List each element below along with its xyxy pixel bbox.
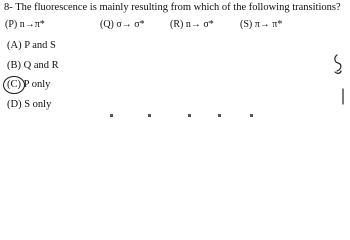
option-c[interactable]: (C) P only bbox=[7, 79, 51, 90]
option-a[interactable]: (A) P and S bbox=[7, 40, 56, 51]
transition-q: (Q) σ→ σ* bbox=[100, 19, 145, 30]
question-line bbox=[4, 2, 341, 13]
answer-circle-mark bbox=[3, 76, 25, 94]
handwritten-scribble bbox=[331, 52, 345, 78]
transition-p: (P) n→π* bbox=[5, 19, 45, 30]
handwritten-stroke bbox=[340, 88, 346, 106]
option-d[interactable]: (D) S only bbox=[7, 99, 52, 110]
cutoff-text-fragment bbox=[100, 113, 280, 118]
question-text: The fluorescence is mainly resulting from which of the following transitions? bbox=[15, 2, 341, 13]
transition-s: (S) π→ π* bbox=[240, 19, 283, 30]
transition-r: (R) n→ σ* bbox=[170, 19, 214, 30]
option-b[interactable]: (B) Q and R bbox=[7, 60, 59, 71]
transitions-row bbox=[0, 19, 350, 33]
question-number: 8- bbox=[4, 2, 13, 13]
